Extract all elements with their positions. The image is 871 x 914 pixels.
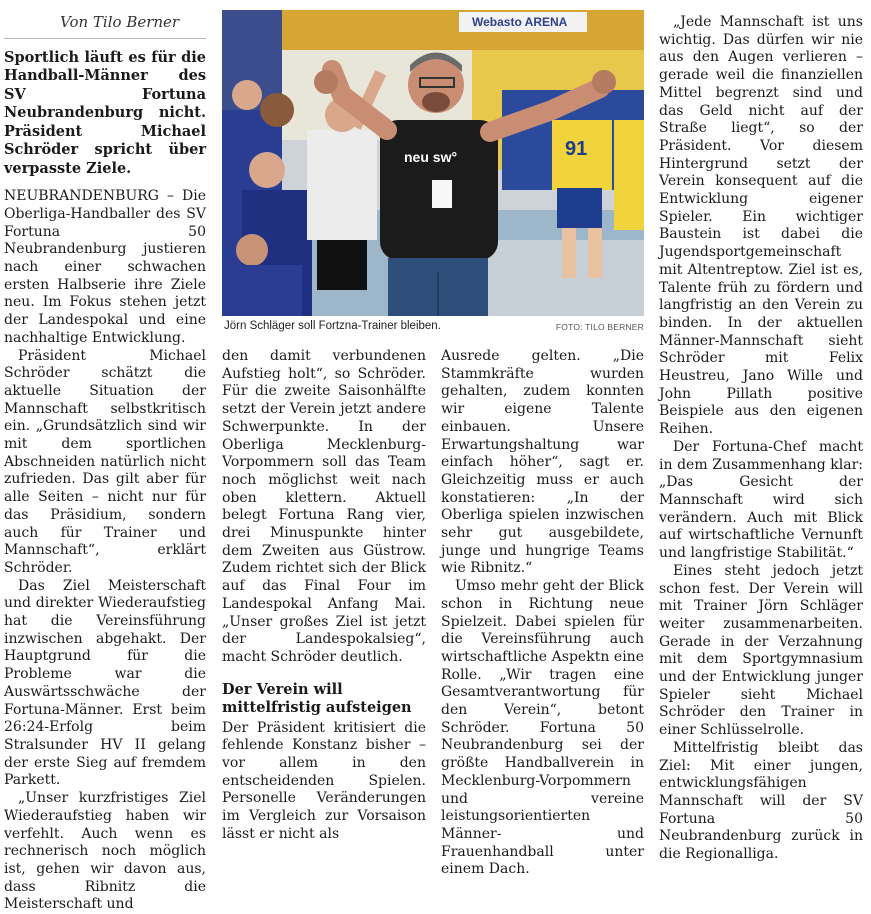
subheading: Der Verein will mittelfristig aufsteigen [222,680,412,716]
paragraph-1: NEUBRANDENBURG – Die Oberliga-Handballer des SV Fortuna 50 Neubrandenburg justieren nach einer schwachen ersten Halbserie ihre Ziele neu. Im Fokus stehen jetzt der Landespokal und eine nachhaltige Entwicklung. [4,188,206,346]
jersey-number: 91 [565,138,588,160]
article-lead: Sportlich läuft es für die Handball-Männer des SV Fortuna Neubrandenburg nicht. Präsident Michael Schröder spricht über verpasste Ziele. [4,48,206,177]
banner-text: Webasto ARENA [472,15,568,29]
coach-cheering-image [222,10,644,316]
shirt-text: neu sw° [404,149,458,165]
column-1 [4,14,206,914]
paragraph-5: Der Präsident kritisiert die fehlende Konstanz bisher – vor allem in den entscheidenden Spielen. Personelle Veränderungen im Vergleich zur Vorsaison lässt er nicht als [222,719,426,842]
byline: Von Tilo Berner [4,14,206,39]
paragraph-7: „Jede Mannschaft ist uns wichtig. Das dürfen wir nie aus den Augen verlieren – gerade weil die finanziellen Mittel begrenzt sind und das Geld nicht auf der Straße liegt“, so der Präsident. Vor diesem Hintergrund setzt der Verein konsequent auf die Entwicklung eigener Spieler. Ein wichtiger Baustein ist dabei die Jugendsportgemeinschaft mit Altentreptow. Ziel ist es, Talente früh zu fördern und langfristig an den Verein zu binden. In der aktuellen Männer-Mannschaft sieht Schröder mit Felix Heustreu, Jano Wille und John Pillath positive Beispiele aus den eigenen Reihen. [659,14,863,438]
paragraph-10: Mittelfristig bleibt das Ziel: Mit einer jungen, entwicklungsfähigen Mannschaft will der SV Fortuna 50 Neubrandenburg zurück in die Regionalliga. [659,739,863,863]
article-photo [222,10,644,316]
photo-caption: Jörn Schläger soll Fortzna-Trainer bleiben. [224,320,441,332]
paragraph-8: Der Fortuna-Chef macht in dem Zusammenhang klar: „Das Gesicht der Mannschaft wird sich verändern. Auch mit Blick auf wirtschaftliche Vernunft und langfristige Stabilität.“ [659,438,863,562]
paragraph-3: Das Ziel Meisterschaft und direkter Wiederaufstieg hat die Vereinsführung inzwischen abgehakt. Der Hauptgrund für die Probleme war die Auswärtsschwäche der Fortuna-Männer. Erst beim 26:24-Erfolg beim Stralsunder HV II gelang der erste Sieg auf fremdem Parkett. [4,577,206,789]
column-2 [222,348,426,844]
photo-credit: FOTO: TILO BERNER [555,322,644,332]
paragraph-6: Umso mehr geht der Blick schon in Richtung neue Spielzeit. Dabei spielen für die Vereinsführung auch wirtschaftliche Aspektn eine Rolle. „Wir tragen eine Gesamtverantwortung für den Verein“, betont Schröder. Fortuna 50 Neubrandenburg sei der größte Handballverein in Mecklenburg-Vorpommern und vereine leistungsorientierten Männer- und Frauenhandball unter einem Dach. [441,578,644,878]
paragraph-2: Präsident Michael Schröder schätzt die aktuelle Situation der Mannschaft selbstkritisch ein. „Grundsätzlich sind wir mit dem sportlichen Abschneiden natürlich nicht zufrieden. Das gilt aber für alle Seiten – nicht nur für das Präsidium, sondern auch für Trainer und Mannschaft“, erklärt Schröder. [4,347,206,576]
paragraph-4: „Unser kurzfristiges Ziel Wiederaufstieg haben wir verfehlt. Auch wenn es rechnerisch noch möglich ist, gehen wir davon aus, dass Ribnitz die Meisterschaft und [4,790,206,913]
column-3 [441,348,644,879]
paragraph-9: Eines steht jedoch jetzt schon fest. Der Verein will mit Trainer Jörn Schläger weiter zusammenarbeiten. Gerade in der Verzahnung mit dem Sportgymnasium und der Entwicklung junger Spieler sieht Michael Schröder den Trainer in einer Schlüsselrolle. [659,562,863,739]
paragraph-4-continued: den damit verbundenen Aufstieg holt“, so Schröder. Für die zweite Saisonhälfte setzt der Verein jetzt andere Schwerpunkte. In der Oberliga Mecklenburg-Vorpommern soll das Team noch möglichst weit nach oben klettern. Aktuell belegt Fortuna Rang vier, drei Minuspunkte hinter dem Zweiten aus Güstrow. Zudem richtet sich der Blick auf das Final Four im Landespokal Anfang Mai. „Unser großes Ziel ist jetzt der Landespokalsieg“, macht Schröder deutlich. [222,348,426,665]
paragraph-5-continued: Ausrede gelten. „Die Stammkräfte wurden gehalten, zudem konnten wir eigene Talente einbauen. Unsere Erwartungshaltung war einfach höher“, sagt er. Gleichzeitig muss er auch konstatieren: „In der Oberliga spielen inzwischen sehr gut ausgebildete, junge und hungrige Teams wie Ribnitz.“ [441,348,644,577]
column-4 [659,14,863,864]
